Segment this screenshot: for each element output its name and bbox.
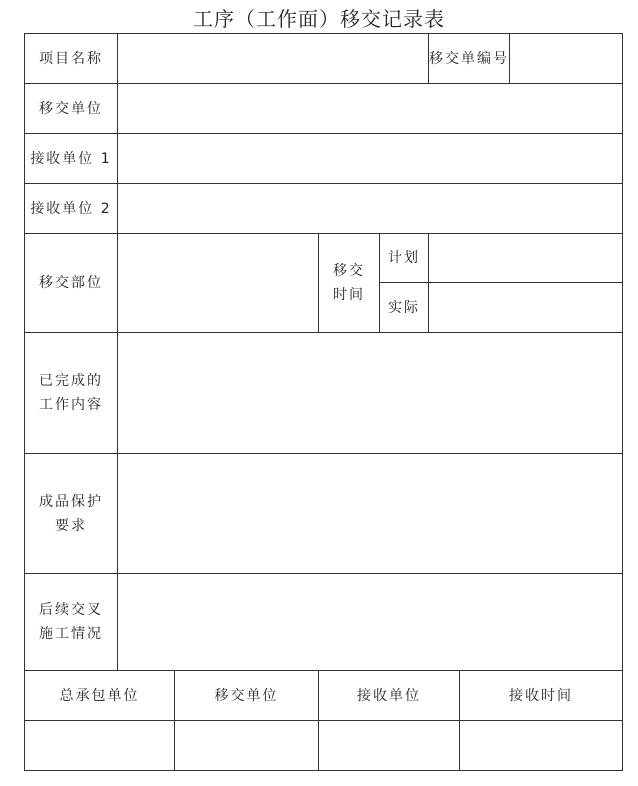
- handover-time-label: [319, 234, 380, 333]
- receiving-unit-1-field[interactable]: [118, 134, 623, 184]
- signoff-header-receiving-unit: 接收单位: [319, 671, 460, 721]
- receiving-unit-2-label: 接收单位 2: [25, 184, 118, 234]
- completed-work-label: [25, 333, 118, 454]
- protection-label: [25, 454, 118, 574]
- handover-time-label-line2: 时间: [333, 287, 365, 303]
- signoff-receiving-unit-field[interactable]: [319, 721, 460, 771]
- project-name-field[interactable]: [118, 34, 429, 84]
- receiving-unit-2-field[interactable]: [118, 184, 623, 234]
- handover-part-label: 移交部位: [25, 234, 118, 333]
- completed-work-label-line2: 工作内容: [39, 397, 103, 413]
- handover-unit-field[interactable]: [118, 84, 623, 134]
- protection-field[interactable]: [118, 454, 623, 574]
- signoff-header-handover-unit: 移交单位: [175, 671, 319, 721]
- signoff-header-receiving-time: 接收时间: [460, 671, 623, 721]
- signoff-handover-unit-field[interactable]: [175, 721, 319, 771]
- completed-work-label-line1: 已完成的: [39, 373, 103, 389]
- planned-time-field[interactable]: [429, 234, 623, 283]
- followup-label-line1: 后续交叉: [39, 602, 103, 618]
- followup-field[interactable]: [118, 574, 623, 671]
- form-title: 工序（工作面）移交记录表: [193, 7, 445, 31]
- actual-label: 实际: [380, 283, 429, 333]
- project-name-label: 项目名称: [25, 34, 118, 84]
- actual-time-field[interactable]: [429, 283, 623, 333]
- receiving-unit-1-label: 接收单位 1: [25, 134, 118, 184]
- transfer-no-field[interactable]: [510, 34, 623, 84]
- protection-label-line1: 成品保护: [39, 493, 103, 510]
- completed-work-field[interactable]: [118, 333, 623, 454]
- signoff-header-general-contractor: 总承包单位: [25, 671, 175, 721]
- signoff-receiving-time-field[interactable]: [460, 721, 623, 771]
- followup-label-line2: 施工情况: [39, 626, 103, 642]
- handover-unit-label: 移交单位: [25, 84, 118, 134]
- signoff-general-contractor-field[interactable]: [25, 721, 175, 771]
- transfer-no-label: 移交单编号: [429, 34, 510, 84]
- followup-label: [25, 574, 118, 671]
- handover-time-label-line1: 移交: [333, 263, 365, 279]
- handover-part-field[interactable]: [118, 234, 319, 333]
- planned-label: 计划: [380, 234, 429, 283]
- protection-label-line2: 要求: [55, 517, 87, 534]
- transfer-record-table: [24, 33, 623, 771]
